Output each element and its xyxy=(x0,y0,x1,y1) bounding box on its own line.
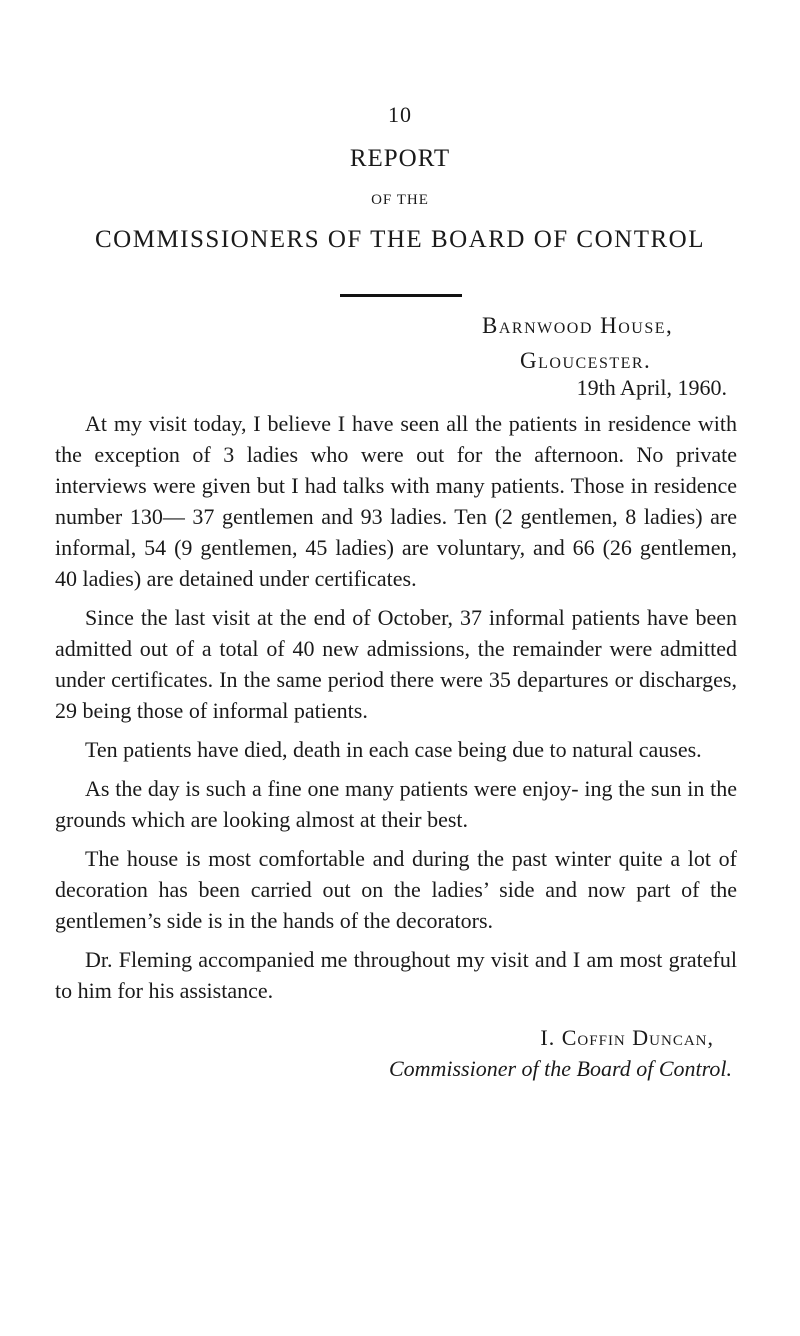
page-number: 10 xyxy=(388,102,412,127)
paragraph: The house is most comfortable and during the past winter quite a lot of decoration has been carried out on the ladies’ side and now part of the gentlemen’s side is in the hands of the decorators. xyxy=(55,846,737,933)
paragraph: Since the last visit at the end of October, 37 informal patients have been admitted out of a total of 40 new admissions, the remainder were admitted under certificates. In the same period there were 35 departures or discharges, 29 being those of informal patients. xyxy=(55,605,737,723)
signature-title: Commissioner of the Board of Control. xyxy=(388,1056,732,1081)
signature-block xyxy=(389,1022,732,1084)
paragraph: At my visit today, I believe I have seen all the patients in residence with the exception of 3 ladies who were out for the afternoon. No private interviews were given but I had talks with many patients. Those in residence number 130— 37 gentlemen and 93 ladies. Ten (2 gentlemen, 8 ladies) are informal, 54 (9 gentlemen, 45 ladies) are voluntary, and 66 (26 gentlemen, 40 ladies) are detained under certificates. xyxy=(55,411,737,591)
report-body xyxy=(55,408,737,1014)
report-date: 19th April, 1960. xyxy=(576,375,727,400)
address-line-1: Barnwood House, xyxy=(482,313,674,338)
signature-name: I. Coffin Duncan, xyxy=(540,1025,714,1050)
report-title: REPORT xyxy=(349,145,451,172)
paragraph: Ten patients have died, death in each case being due to natural causes. xyxy=(85,737,702,762)
paragraph: As the day is such a fine one many patients were enjoy- ing the sun in the grounds which are looking almost at their best. xyxy=(55,776,737,832)
divider-rule xyxy=(340,294,462,297)
paragraph: Dr. Fleming accompanied me throughout my visit and I am most grateful to him for his assistance. xyxy=(55,947,737,1003)
address-block xyxy=(482,308,673,378)
report-heading: COMMISSIONERS OF THE BOARD OF CONTROL xyxy=(95,226,705,253)
report-of-the: OF THE xyxy=(371,192,429,208)
address-line-2: Gloucester. xyxy=(520,348,652,373)
